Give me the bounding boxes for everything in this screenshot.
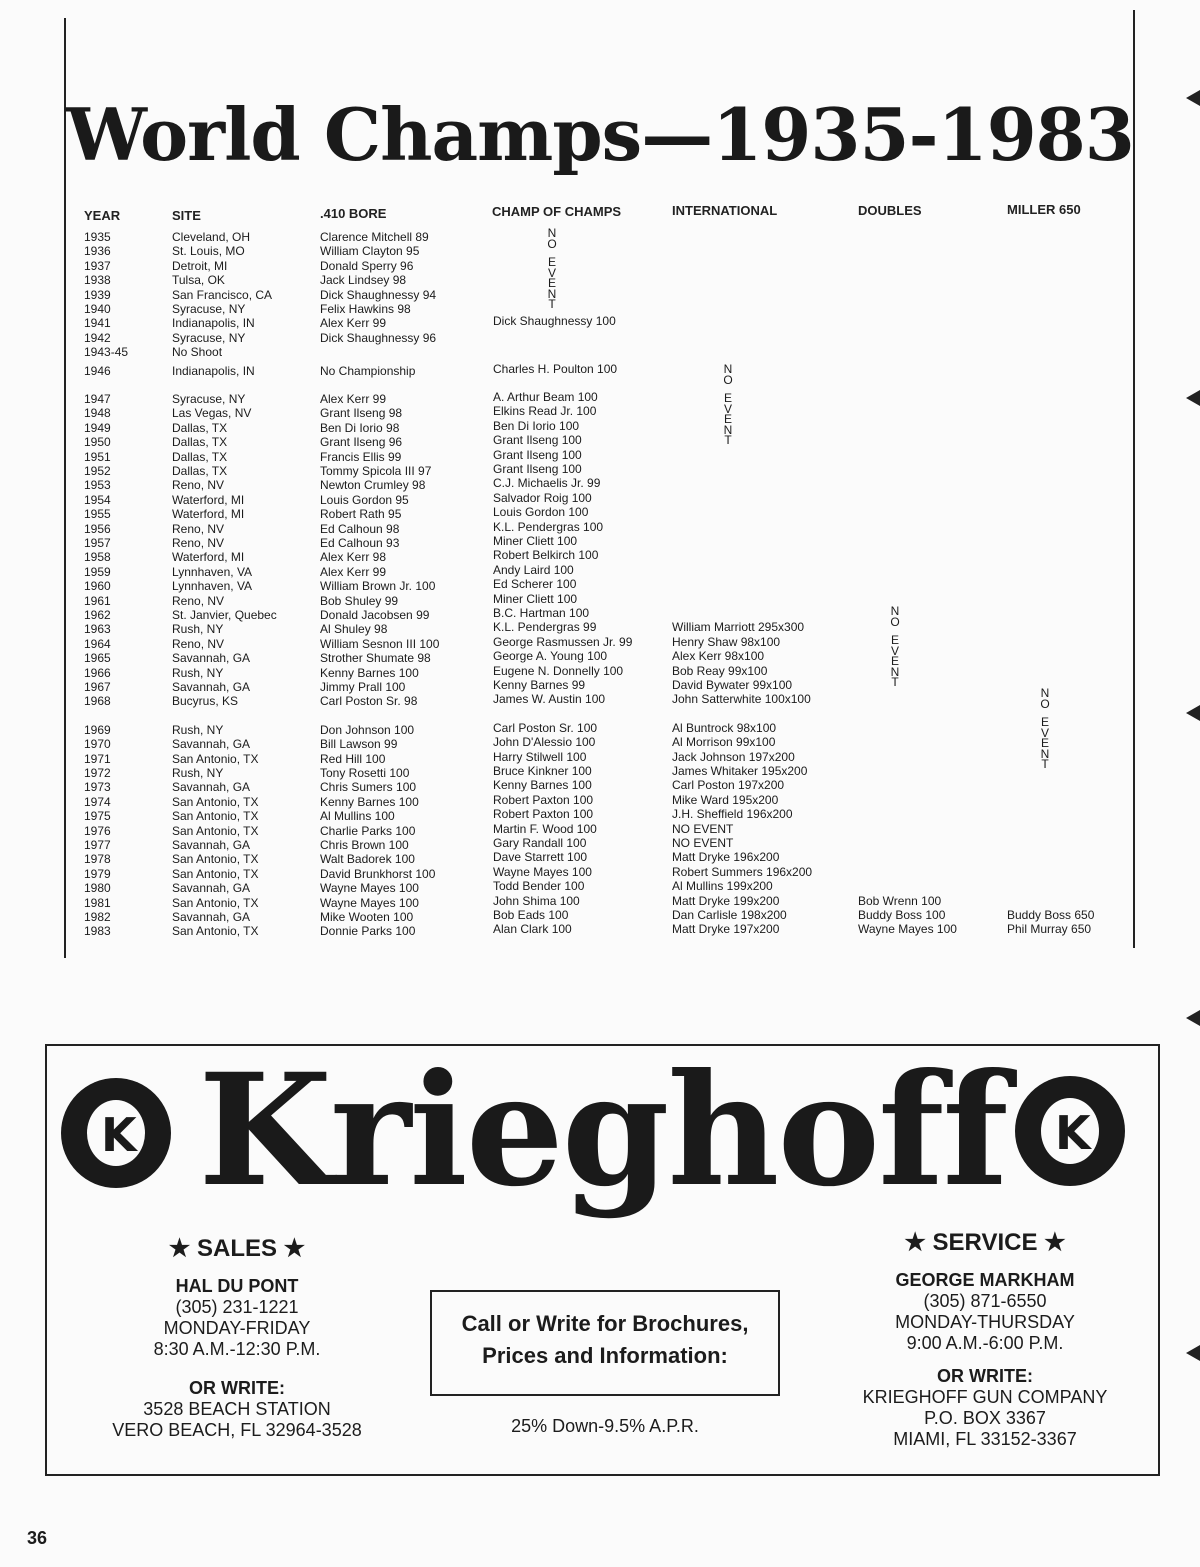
table-cell-site: San Francisco, CA — [172, 287, 273, 302]
table-cell-year: 1970 — [84, 737, 111, 752]
table-cell-international: Dan Carlisle 198x200 — [672, 908, 787, 922]
no-event-doubles: N O E V E N T — [890, 604, 900, 689]
table-cell-410-bore: Strother Shumate 98 — [320, 651, 431, 666]
table-cell-site: Dallas, TX — [172, 420, 228, 435]
table-cell-year: 1959 — [84, 564, 111, 579]
table-cell-410-bore: Ben Di Iorio 98 — [320, 420, 400, 435]
table-cell-410-bore: Red Hill 100 — [320, 751, 386, 766]
table-cell-year: 1955 — [84, 507, 111, 522]
service-or-write: OR WRITE: — [937, 1366, 1033, 1386]
table-cell-year: 1977 — [84, 838, 111, 852]
table-cell-year: 1979 — [84, 866, 111, 881]
table-cell-site: Savannah, GA — [172, 737, 251, 752]
table-cell-year: 1981 — [84, 895, 111, 910]
table-cell-doubles: Bob Wrenn 100 — [858, 893, 942, 908]
table-cell-410-bore: William Sesnon III 100 — [320, 636, 440, 651]
table-cell-site: Savannah, GA — [172, 780, 251, 795]
table-cell-doubles: Buddy Boss 100 — [858, 908, 946, 922]
table-cell-year: 1954 — [84, 492, 111, 507]
table-cell-year: 1947 — [84, 392, 111, 406]
table-cell-410-bore: Alex Kerr 99 — [320, 564, 387, 579]
brand-name: Krieghoff — [198, 1040, 1007, 1221]
table-cell-champ-of-champs: Kenny Barnes 99 — [493, 678, 586, 692]
table-cell-410-bore: Clarence Mitchell 89 — [320, 230, 429, 244]
table-cell-410-bore: No Championship — [320, 363, 416, 378]
table-cell-champ-of-champs: Ben Di Iorio 100 — [493, 418, 580, 433]
table-cell-champ-of-champs: B.C. Hartman 100 — [493, 606, 590, 620]
no-event-miller-650: N O E V E N T — [1040, 686, 1050, 771]
table-cell-410-bore: Ed Calhoun 93 — [320, 536, 400, 550]
table-cell-410-bore: Donald Sperry 96 — [320, 258, 414, 273]
table-cell-champ-of-champs: Miner Cliett 100 — [493, 534, 578, 548]
table-cell-site: Dallas, TX — [172, 449, 228, 464]
table-cell-champ-of-champs: George Rasmussen Jr. 99 — [493, 634, 633, 649]
table-cell-site: San Antonio, TX — [172, 924, 259, 939]
table-cell-410-bore: William Brown Jr. 100 — [320, 579, 436, 594]
column-header-410-bore: .410 BORE — [320, 206, 387, 221]
table-cell-site: Detroit, MI — [172, 258, 228, 273]
table-cell-site: Reno, NV — [172, 521, 225, 536]
financing-terms: 25% Down-9.5% A.P.R. — [511, 1416, 699, 1436]
table-cell-year: 1974 — [84, 794, 111, 809]
table-cell-international: Robert Summers 196x200 — [672, 864, 813, 879]
table-cell-year: 1948 — [84, 406, 111, 421]
page-number: 36 — [27, 1528, 48, 1548]
table-cell-site: Dallas, TX — [172, 435, 228, 450]
table-cell-champ-of-champs: Robert Belkirch 100 — [493, 548, 599, 563]
table-cell-champ-of-champs: Eugene N. Donnelly 100 — [493, 663, 624, 678]
table-cell-410-bore: Kenny Barnes 100 — [320, 794, 419, 809]
table-cell-site: Syracuse, NY — [172, 330, 246, 345]
page-edge-mark — [1186, 1010, 1200, 1026]
table-cell-site: Reno, NV — [172, 536, 225, 550]
table-cell-champ-of-champs: Grant Ilseng 100 — [493, 433, 582, 448]
column-header-champ-of-champs: CHAMP OF CHAMPS — [492, 204, 622, 219]
table-cell-year: 1935 — [84, 230, 111, 244]
service-block — [837, 1228, 1133, 1450]
table-cell-site: Tulsa, OK — [172, 273, 225, 288]
table-cell-410-bore: Jimmy Prall 100 — [320, 680, 406, 694]
table-cell-site: Rush, NY — [172, 722, 224, 737]
sales-heading: ★ SALES ★ — [168, 1235, 306, 1262]
table-cell-site: San Antonio, TX — [172, 823, 259, 838]
table-cell-410-bore: Dick Shaughnessy 94 — [320, 287, 437, 302]
table-cell-champ-of-champs: Grant Ilseng 100 — [493, 462, 582, 476]
table-cell-year: 1936 — [84, 244, 111, 259]
column-header-miller-650: MILLER 650 — [1007, 202, 1081, 217]
table-cell-site: Savannah, GA — [172, 680, 251, 694]
table-cell-champ-of-champs: Miner Cliett 100 — [493, 591, 578, 606]
table-cell-site: Lynnhaven, VA — [172, 564, 253, 579]
table-cell-site: Bucyrus, KS — [172, 694, 239, 709]
table-cell-champ-of-champs: Ed Scherer 100 — [493, 577, 577, 592]
table-cell-international: Bob Reay 99x100 — [672, 663, 768, 678]
table-cell-year: 1938 — [84, 273, 111, 288]
table-cell-international: Carl Poston 197x200 — [672, 778, 785, 793]
table-cell-international: Henry Shaw 98x100 — [672, 634, 781, 649]
table-cell-champ-of-champs: Todd Bender 100 — [493, 879, 585, 894]
table-cell-site: Savannah, GA — [172, 651, 251, 666]
column-header-doubles: DOUBLES — [858, 203, 922, 218]
table-cell-international: James Whitaker 195x200 — [672, 764, 808, 778]
sales-phone: (305) 231-1221 — [175, 1297, 299, 1317]
table-cell-champ-of-champs: Grant Ilseng 100 — [493, 447, 582, 462]
table-cell-year: 1965 — [84, 651, 111, 666]
table-cell-year: 1952 — [84, 464, 111, 478]
table-cell-year: 1975 — [84, 809, 111, 824]
table-cell-site: No Shoot — [172, 345, 223, 360]
table-cell-champ-of-champs: Kenny Barnes 100 — [493, 778, 592, 793]
service-days: MONDAY-THURSDAY — [895, 1312, 1075, 1332]
sales-hours: 8:30 A.M.-12:30 P.M. — [153, 1339, 321, 1359]
table-cell-year: 1973 — [84, 780, 111, 795]
krieghoff-ad — [45, 1040, 1160, 1476]
sales-block — [87, 1234, 387, 1441]
table-cell-international: Al Buntrock 98x100 — [672, 720, 777, 735]
table-cell-year: 1968 — [84, 694, 111, 709]
table-cell-410-bore: Louis Gordon 95 — [320, 492, 409, 507]
table-cell-year: 1941 — [84, 316, 111, 331]
table-cell-year: 1940 — [84, 302, 111, 316]
table-cell-site: Waterford, MI — [172, 492, 245, 507]
table-cell-year: 1982 — [84, 910, 111, 924]
sales-or-write: OR WRITE: — [189, 1378, 285, 1398]
table-cell-international: J.H. Sheffield 196x200 — [672, 807, 793, 822]
table-cell-international: Al Morrison 99x100 — [672, 735, 776, 750]
table-cell-year: 1963 — [84, 622, 111, 637]
table-cell-champ-of-champs: Dick Shaughnessy 100 — [493, 314, 616, 329]
table-cell-year: 1980 — [84, 881, 111, 896]
sales-days: MONDAY-FRIDAY — [163, 1318, 311, 1338]
table-cell-champ-of-champs: George A. Young 100 — [493, 649, 608, 664]
table-cell-champ-of-champs: Harry Stilwell 100 — [493, 749, 587, 764]
table-cell-international: David Bywater 99x100 — [672, 678, 793, 692]
table-cell-site: Rush, NY — [172, 622, 224, 637]
service-address1: KRIEGHOFF GUN COMPANY — [862, 1387, 1108, 1407]
table-cell-site: Indianapolis, IN — [172, 316, 255, 331]
table-cell-miller-650: Phil Murray 650 — [1007, 922, 1092, 937]
table-cell-year: 1950 — [84, 435, 111, 450]
column-header-site: SITE — [172, 208, 201, 223]
table-cell-champ-of-champs: Elkins Read Jr. 100 — [493, 404, 597, 419]
table-cell-champ-of-champs: K.L. Pendergras 99 — [493, 620, 597, 635]
table-cell-year: 1972 — [84, 766, 111, 780]
table-cell-year: 1966 — [84, 665, 111, 680]
table-cell-champ-of-champs: Carl Poston Sr. 100 — [493, 720, 598, 735]
table-cell-champ-of-champs: Robert Paxton 100 — [493, 792, 594, 807]
table-cell-champ-of-champs: Salvador Roig 100 — [493, 490, 592, 505]
table-cell-champ-of-champs: A. Arthur Beam 100 — [493, 390, 598, 404]
table-cell-champ-of-champs: Charles H. Poulton 100 — [493, 361, 618, 376]
table-cell-site: Rush, NY — [172, 766, 224, 780]
table-cell-year: 1969 — [84, 722, 111, 737]
table-cell-year: 1964 — [84, 636, 111, 651]
table-cell-year: 1957 — [84, 536, 111, 550]
table-cell-site: Syracuse, NY — [172, 302, 246, 316]
table-cell-year: 1962 — [84, 608, 111, 622]
table-cell-410-bore: Chris Sumers 100 — [320, 780, 417, 795]
table-cell-410-bore: Donald Jacobsen 99 — [320, 608, 430, 622]
table-cell-site: San Antonio, TX — [172, 852, 259, 867]
table-cell-champ-of-champs: Bob Eads 100 — [493, 908, 569, 922]
service-heading: ★ SERVICE ★ — [904, 1229, 1066, 1256]
table-cell-site: Las Vegas, NV — [172, 406, 252, 421]
table-cell-miller-650: Buddy Boss 650 — [1007, 908, 1095, 922]
table-cell-410-bore: Grant Ilseng 98 — [320, 406, 403, 421]
table-cell-410-bore: Chris Brown 100 — [320, 838, 409, 852]
column-header-year: YEAR — [84, 208, 121, 223]
table-cell-site: Savannah, GA — [172, 910, 251, 924]
table-cell-year: 1976 — [84, 823, 111, 838]
sales-address2: VERO BEACH, FL 32964-3528 — [112, 1420, 362, 1440]
table-cell-410-bore: Kenny Barnes 100 — [320, 665, 419, 680]
table-cell-year: 1961 — [84, 593, 111, 608]
krieghoff-logo-right-icon: K — [1015, 1076, 1125, 1186]
table-cell-doubles: Wayne Mayes 100 — [858, 922, 957, 937]
table-cell-year: 1946 — [84, 363, 111, 378]
table-cell-year: 1983 — [84, 924, 111, 939]
table-cell-site: Waterford, MI — [172, 550, 245, 565]
table-cell-410-bore: Bill Lawson 99 — [320, 737, 398, 752]
sales-address1: 3528 BEACH STATION — [143, 1399, 331, 1419]
table-cell-410-bore: Felix Hawkins 98 — [320, 302, 411, 316]
table-cell-410-bore: Al Shuley 98 — [320, 622, 388, 637]
table-cell-410-bore: Wayne Mayes 100 — [320, 881, 419, 896]
table-cell-site: San Antonio, TX — [172, 809, 259, 824]
table-cell-champ-of-champs: K.L. Pendergras 100 — [493, 519, 604, 534]
table-cell-international: Al Mullins 199x200 — [672, 879, 773, 894]
table-cell-year: 1951 — [84, 449, 111, 464]
table-cell-410-bore: William Clayton 95 — [320, 244, 420, 259]
table-cell-year: 1971 — [84, 751, 111, 766]
table-cell-site: San Antonio, TX — [172, 794, 259, 809]
no-event-champ-of-champs: N O E V E N T — [547, 226, 557, 311]
table-cell-year: 1978 — [84, 852, 111, 867]
table-cell-year: 1956 — [84, 521, 111, 536]
table-cell-410-bore: Jack Lindsey 98 — [320, 273, 407, 288]
table-cell-international: Alex Kerr 98x100 — [672, 649, 765, 664]
table-cell-410-bore: Grant Ilseng 96 — [320, 435, 403, 450]
table-cell-international: John Satterwhite 100x100 — [672, 692, 811, 707]
service-phone: (305) 871-6550 — [923, 1291, 1047, 1311]
table-cell-champ-of-champs: Robert Paxton 100 — [493, 807, 594, 822]
table-cell-champ-of-champs: Wayne Mayes 100 — [493, 864, 592, 879]
table-cell-410-bore: Robert Rath 95 — [320, 507, 402, 522]
table-cell-year: 1937 — [84, 258, 111, 273]
table-cell-year: 1958 — [84, 550, 111, 565]
table-cell-site: Savannah, GA — [172, 838, 251, 852]
column-header-international: INTERNATIONAL — [672, 203, 778, 218]
callout-line1: Call or Write for Brochures, — [461, 1311, 749, 1336]
table-cell-site: Lynnhaven, VA — [172, 579, 253, 594]
service-name: GEORGE MARKHAM — [895, 1270, 1075, 1290]
table-cell-410-bore: Newton Crumley 98 — [320, 478, 426, 493]
table-cell-410-bore: Francis Ellis 99 — [320, 449, 402, 464]
table-cell-champ-of-champs: C.J. Michaelis Jr. 99 — [493, 476, 601, 491]
table-cell-410-bore: Bob Shuley 99 — [320, 593, 399, 608]
table-cell-champ-of-champs: Bruce Kinkner 100 — [493, 764, 592, 778]
table-cell-site: Dallas, TX — [172, 464, 228, 478]
service-hours: 9:00 A.M.-6:00 P.M. — [906, 1333, 1064, 1353]
table-cell-410-bore: Carl Poston Sr. 98 — [320, 694, 418, 709]
table-cell-410-bore: David Brunkhorst 100 — [320, 866, 436, 881]
table-cell-410-bore: Mike Wooten 100 — [320, 910, 414, 924]
page-edge-mark — [1186, 90, 1200, 106]
table-cell-international: Mike Ward 195x200 — [672, 792, 779, 807]
table-cell-international: Matt Dryke 197x200 — [672, 922, 780, 937]
table-cell-champ-of-champs: John D'Alessio 100 — [493, 735, 596, 750]
table-cell-410-bore: Alex Kerr 98 — [320, 550, 387, 565]
page-edge-mark — [1186, 705, 1200, 721]
page-edge-mark — [1186, 390, 1200, 406]
table-cell-international: Matt Dryke 196x200 — [672, 850, 780, 865]
table-cell-410-bore: Tommy Spicola III 97 — [320, 464, 432, 478]
page-title: World Champs—1935-1983 — [66, 92, 1134, 177]
table-cell-site: Rush, NY — [172, 665, 224, 680]
table-cell-year: 1953 — [84, 478, 111, 493]
table-cell-site: San Antonio, TX — [172, 866, 259, 881]
table-cell-year: 1942 — [84, 330, 111, 345]
table-cell-410-bore: Al Mullins 100 — [320, 809, 395, 824]
table-cell-site: San Antonio, TX — [172, 895, 259, 910]
table-cell-410-bore: Tony Rosetti 100 — [320, 766, 410, 780]
table-cell-site: Savannah, GA — [172, 881, 251, 896]
table-cell-international: William Marriott 295x300 — [672, 620, 805, 635]
no-event-international: N O E V E N T — [723, 362, 733, 447]
table-cell-410-bore: Alex Kerr 99 — [320, 316, 387, 331]
table-cell-410-bore: Wayne Mayes 100 — [320, 895, 419, 910]
table-cell-champ-of-champs: Louis Gordon 100 — [493, 505, 589, 520]
table-cell-410-bore: Don Johnson 100 — [320, 722, 415, 737]
table-cell-year: 1943-45 — [84, 345, 129, 360]
table-cell-champ-of-champs: Dave Starrett 100 — [493, 850, 588, 865]
table-cell-410-bore: Walt Badorek 100 — [320, 852, 415, 867]
table-cell-year: 1967 — [84, 680, 111, 694]
table-cell-international: NO EVENT — [672, 836, 734, 850]
table-cell-international: Jack Johnson 197x200 — [672, 749, 795, 764]
page-edge-mark — [1186, 1345, 1200, 1361]
table-cell-site: Indianapolis, IN — [172, 363, 255, 378]
table-cell-champ-of-champs: Gary Randall 100 — [493, 836, 587, 850]
table-cell-champ-of-champs: Martin F. Wood 100 — [493, 821, 597, 836]
table-cell-site: Reno, NV — [172, 478, 225, 493]
callout-line2: Prices and Information: — [482, 1343, 728, 1368]
krieghoff-logo-left-icon: K — [61, 1078, 171, 1188]
table-cell-year: 1939 — [84, 287, 111, 302]
table-cell-champ-of-champs: James W. Austin 100 — [493, 692, 606, 707]
service-address2: P.O. BOX 3367 — [924, 1408, 1046, 1428]
table-cell-410-bore: Alex Kerr 99 — [320, 392, 387, 406]
table-cell-site: Reno, NV — [172, 636, 225, 651]
table-cell-champ-of-champs: Alan Clark 100 — [493, 922, 572, 937]
table-cell-year: 1960 — [84, 579, 111, 594]
table-cell-site: San Antonio, TX — [172, 751, 259, 766]
table-cell-site: St. Janvier, Quebec — [172, 608, 277, 622]
table-cell-site: Waterford, MI — [172, 507, 245, 522]
table-cell-410-bore: Donnie Parks 100 — [320, 924, 416, 939]
table-cell-410-bore: Dick Shaughnessy 96 — [320, 330, 437, 345]
table-cell-410-bore: Charlie Parks 100 — [320, 823, 416, 838]
table-cell-site: Cleveland, OH — [172, 230, 251, 244]
table-cell-site: Syracuse, NY — [172, 392, 246, 406]
table-cell-champ-of-champs: Andy Laird 100 — [493, 562, 574, 577]
table-cell-international: Matt Dryke 199x200 — [672, 893, 780, 908]
table-cell-year: 1949 — [84, 420, 111, 435]
table-cell-champ-of-champs: John Shima 100 — [493, 893, 580, 908]
table-cell-site: Reno, NV — [172, 593, 225, 608]
sales-name: HAL DU PONT — [175, 1276, 299, 1296]
table-cell-international: NO EVENT — [672, 821, 734, 836]
table-cell-410-bore: Ed Calhoun 98 — [320, 521, 400, 536]
brochure-callout — [430, 1290, 780, 1396]
table-cell-site: St. Louis, MO — [172, 244, 245, 259]
service-address3: MIAMI, FL 33152-3367 — [893, 1429, 1077, 1449]
